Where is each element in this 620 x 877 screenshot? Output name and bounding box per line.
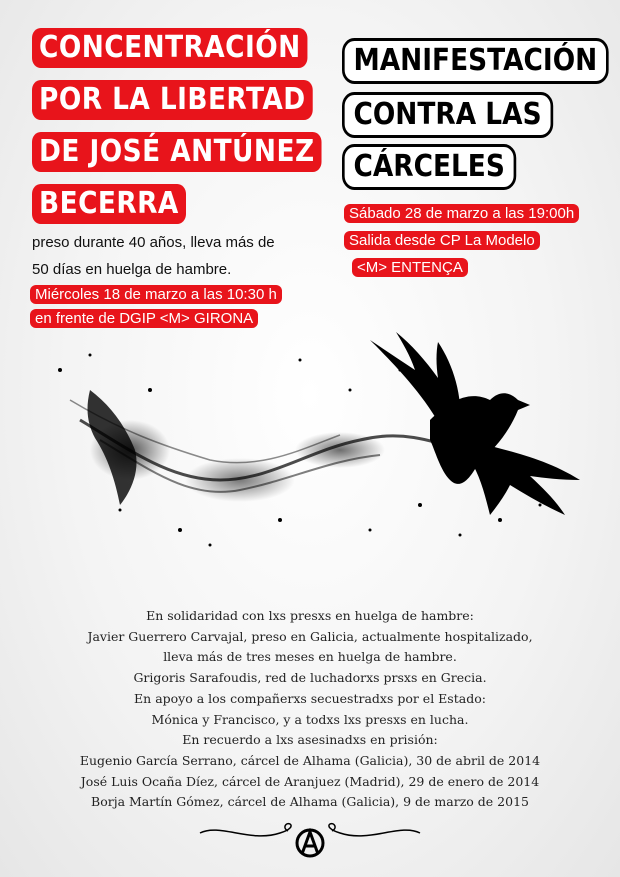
anarchy-symbol-icon xyxy=(295,828,325,858)
solidarity-line: Grigoris Sarafoudis, red de luchadorxs prsxs en Grecia. xyxy=(133,670,487,686)
solidarity-line: Eugenio García Serrano, cárcel de Alhama (Galicia), 30 de abril de 2014 xyxy=(79,752,541,768)
right-title-line-3: CÁRCELES xyxy=(342,144,516,190)
solidarity-line: En apoyo a los compañerxs secuestradxs por el Estado: xyxy=(134,690,486,706)
solidarity-line: José Luis Ocaña Díez, cárcel de Aranjuez (Madrid), 29 de enero de 2014 xyxy=(80,773,540,789)
solidarity-line: Mónica y Francisco, y a todxs lxs presxs en lucha. xyxy=(151,711,469,727)
crow-ink-splash-icon xyxy=(40,330,600,570)
right-event-when: Sábado 28 de marzo a las 19:00h xyxy=(344,204,579,223)
left-description-line-1: preso durante 40 años, lleva más de xyxy=(32,234,275,251)
left-description-line-2: 50 días en huelga de hambre. xyxy=(32,261,232,278)
solidarity-line: lleva más de tres meses en huelga de hambre. xyxy=(163,649,457,665)
right-title-line-1: MANIFESTACIÓN xyxy=(342,38,609,84)
left-title-line-2: POR LA LIBERTAD xyxy=(32,80,313,120)
right-event-metro: <M> ENTENÇA xyxy=(352,258,468,277)
solidarity-line: Javier Guerrero Carvajal, preso en Galicia, actualmente hospitalizado, xyxy=(87,628,533,644)
left-title-line-3: DE JOSÉ ANTÚNEZ xyxy=(32,132,322,172)
left-event-where: en frente de DGIP <M> GIRONA xyxy=(30,309,258,328)
solidarity-line: En recuerdo a lxs asesinadxs en prisión: xyxy=(182,732,438,748)
solidarity-line: Borja Martín Gómez, cárcel de Alhama (Galicia), 9 de marzo de 2015 xyxy=(91,794,529,810)
left-event-when: Miércoles 18 de marzo a las 10:30 h xyxy=(30,285,282,304)
right-event-where: Salida desde CP La Modelo xyxy=(344,231,540,250)
left-title-line-4: BECERRA xyxy=(32,184,186,224)
left-title-line-1: CONCENTRACIÓN xyxy=(32,28,308,68)
solidarity-text xyxy=(0,606,620,813)
right-title-line-2: CONTRA LAS xyxy=(342,92,553,138)
solidarity-line: En solidaridad con lxs presxs en huelga de hambre: xyxy=(146,608,474,623)
